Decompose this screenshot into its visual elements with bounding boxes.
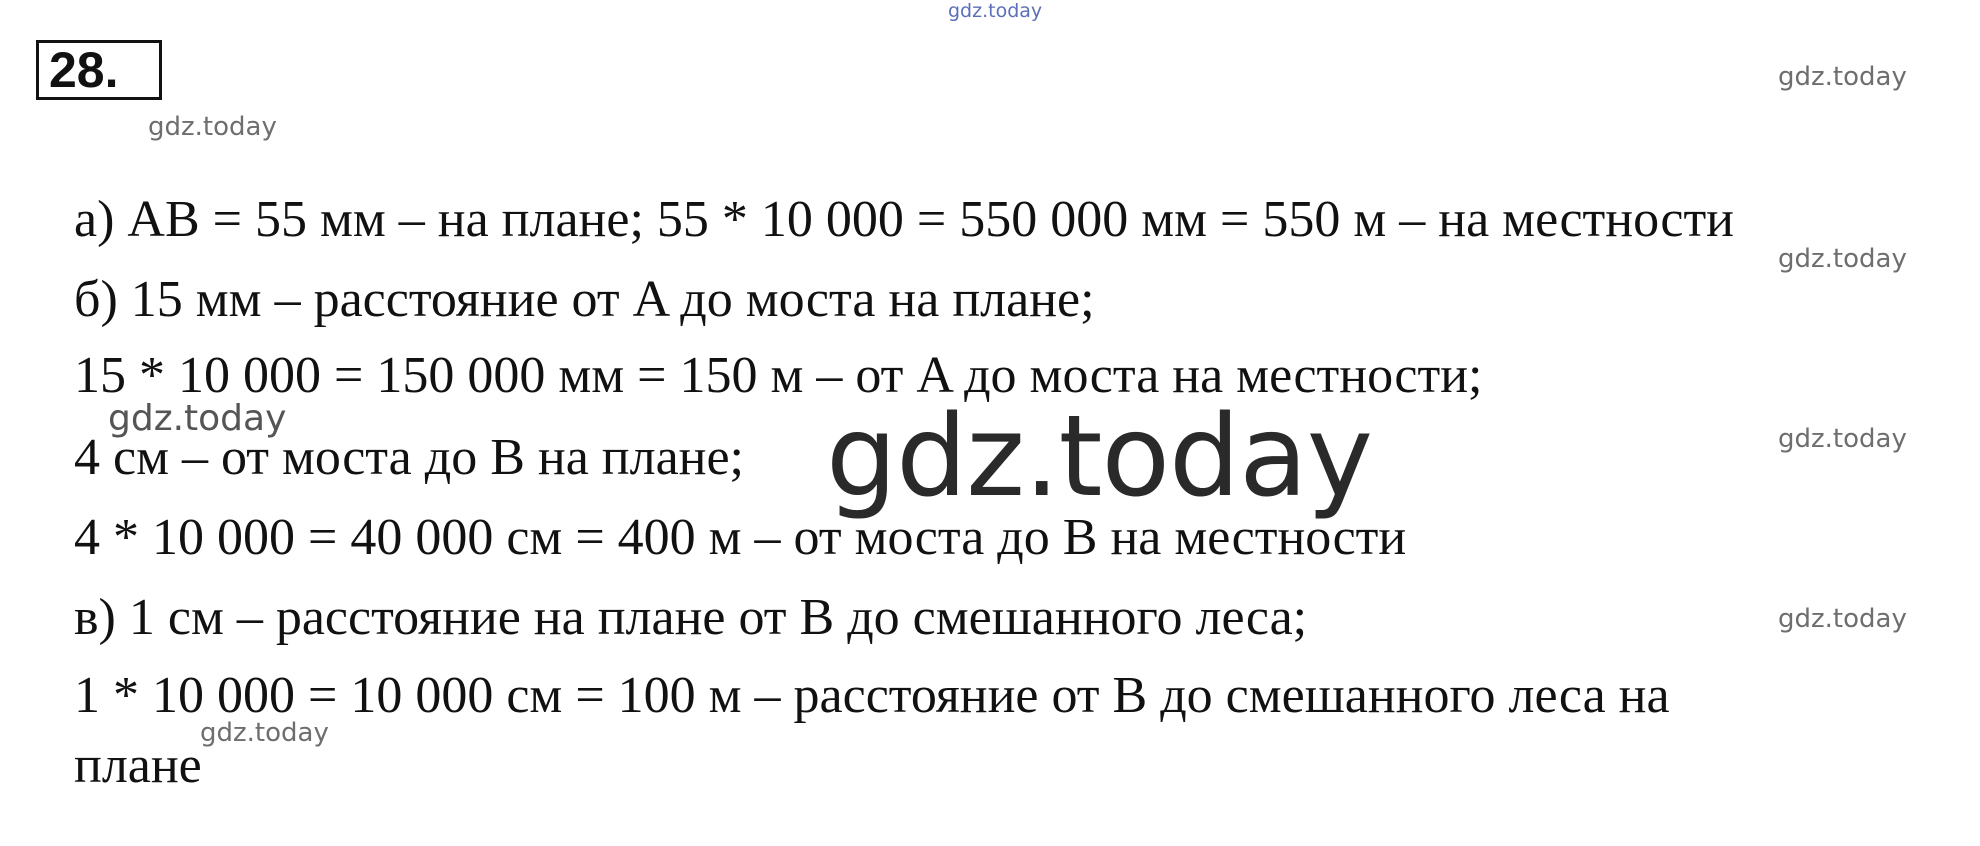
watermark-right-1: gdz.today	[1778, 62, 1907, 92]
solution-line-b3: 4 см – от моста до B на плане;	[74, 429, 745, 486]
problem-number: 28.	[36, 40, 162, 100]
solution-line-c2: 1 * 10 000 = 10 000 см = 100 м – расстояние от B до смешанного леса на	[74, 667, 1670, 724]
solution-line-a: а) AB = 55 мм – на плане; 55 * 10 000 = 550 000 мм = 550 м – на местности	[74, 191, 1735, 248]
watermark-left-2: gdz.today	[108, 398, 287, 439]
solution-line-c3: плане	[74, 737, 202, 794]
watermark-left-3: gdz.today	[200, 718, 329, 748]
watermark-top: gdz.today	[948, 0, 1043, 22]
watermark-left-1: gdz.today	[148, 112, 277, 142]
solution-line-c1: в) 1 см – расстояние на плане от B до смешанного леса;	[74, 589, 1308, 646]
solution-line-b4: 4 * 10 000 = 40 000 см = 400 м – от моста до B на местности	[74, 509, 1407, 566]
watermark-right-4: gdz.today	[1778, 604, 1907, 634]
watermark-right-2: gdz.today	[1778, 244, 1907, 274]
watermark-center-big: gdz.today	[826, 392, 1373, 522]
solution-line-b2: 15 * 10 000 = 150 000 мм = 150 м – от A до моста на местности;	[74, 347, 1483, 404]
watermark-right-3: gdz.today	[1778, 424, 1907, 454]
solution-line-b1: б) 15 мм – расстояние от A до моста на плане;	[74, 271, 1095, 328]
